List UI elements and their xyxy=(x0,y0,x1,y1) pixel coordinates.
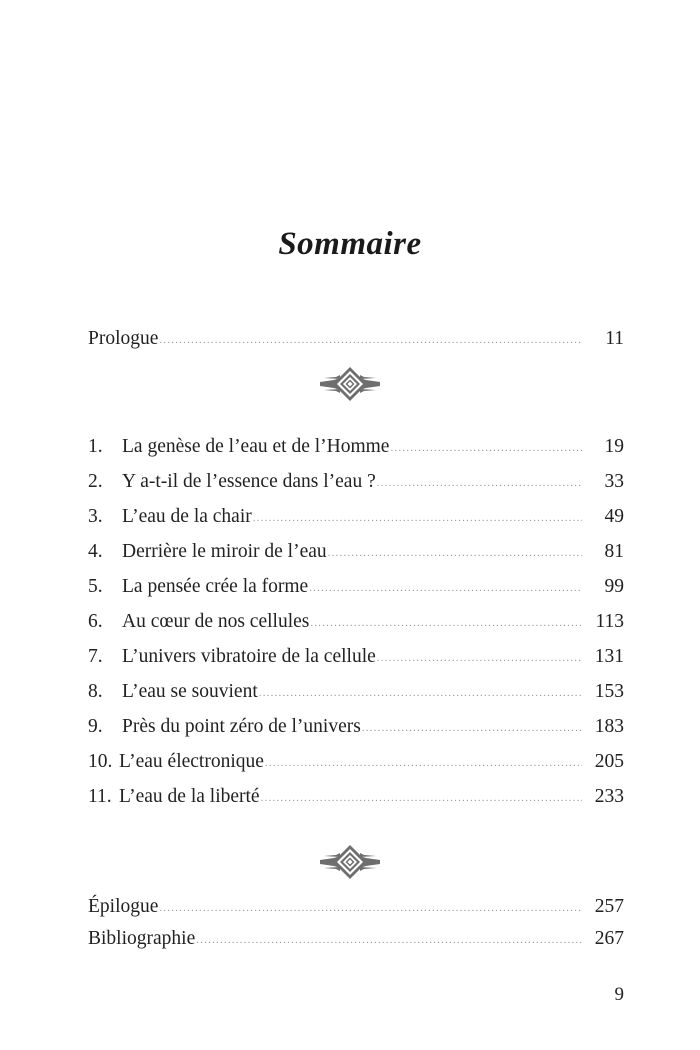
toc-entry-page: 19 xyxy=(604,436,624,457)
toc-entry-label: Bibliographie xyxy=(88,928,196,949)
dot-leader xyxy=(310,608,582,638)
chapter-number: 9. xyxy=(88,716,103,737)
toc-entry-label: Épilogue xyxy=(88,896,159,917)
toc-entry-chapter-7[interactable] xyxy=(88,642,624,672)
dot-leader xyxy=(159,893,582,923)
toc-entry-page: 11 xyxy=(605,328,624,349)
chapter-number: 6. xyxy=(88,611,103,632)
dot-leader xyxy=(261,783,582,813)
toc-entry-epilogue[interactable] xyxy=(88,892,624,922)
dot-leader xyxy=(390,433,582,463)
dot-leader xyxy=(362,713,582,743)
dot-leader xyxy=(253,503,582,533)
toc-entry-label: L’univers vibratoire de la cellule xyxy=(122,646,376,667)
toc-entry-label: Prologue xyxy=(88,328,159,349)
toc-entry-page: 113 xyxy=(595,611,624,632)
toc-entry-label: L’eau de la liberté xyxy=(119,786,260,807)
toc-entry-label: La pensée crée la forme xyxy=(122,576,309,597)
dot-leader xyxy=(377,468,582,498)
toc-entry-page: 153 xyxy=(594,681,624,702)
dot-leader xyxy=(377,643,582,673)
toc-entry-page: 49 xyxy=(604,506,624,527)
toc-entry-label: L’eau se souvient xyxy=(122,681,258,702)
chapter-number: 1. xyxy=(88,436,103,457)
dot-leader xyxy=(309,573,582,603)
chapter-number: 4. xyxy=(88,541,103,562)
chapter-number: 3. xyxy=(88,506,103,527)
toc-entry-label: La genèse de l’eau et de l’Homme xyxy=(122,436,390,457)
toc-entry-page: 267 xyxy=(594,928,624,949)
dot-leader xyxy=(265,748,582,778)
toc-entry-label: L’eau électronique xyxy=(119,751,264,772)
chapter-number: 7. xyxy=(88,646,103,667)
toc-entry-page: 233 xyxy=(594,786,624,807)
toc-entry-chapter-8[interactable] xyxy=(88,677,624,707)
toc-entry-label: Y a-t-il de l’essence dans l’eau ? xyxy=(122,471,376,492)
chapter-number: 8. xyxy=(88,681,103,702)
dot-leader xyxy=(159,325,582,355)
toc-entry-chapter-2[interactable] xyxy=(88,467,624,497)
chapter-number: 5. xyxy=(88,576,103,597)
toc-entry-page: 131 xyxy=(594,646,624,667)
dot-leader xyxy=(259,678,582,708)
toc-entry-page: 257 xyxy=(594,896,624,917)
toc-entry-chapter-5[interactable] xyxy=(88,572,624,602)
toc-entry-label: Derrière le miroir de l’eau xyxy=(122,541,327,562)
toc-entry-chapter-10[interactable] xyxy=(88,747,624,777)
toc-entry-label: L’eau de la chair xyxy=(122,506,252,527)
diamond-ornament-icon xyxy=(320,367,380,401)
toc-entry-page: 81 xyxy=(604,541,624,562)
toc-entry-bibliography[interactable] xyxy=(88,924,624,954)
chapter-number: 11. xyxy=(88,786,112,807)
chapter-number: 10. xyxy=(88,751,113,772)
diamond-ornament-icon xyxy=(320,845,380,879)
toc-entry-chapter-9[interactable] xyxy=(88,712,624,742)
toc-entry-page: 205 xyxy=(594,751,624,772)
page-number: 9 xyxy=(614,984,624,1005)
toc-entry-label: Près du point zéro de l’univers xyxy=(122,716,361,737)
toc-entry-page: 33 xyxy=(604,471,624,492)
toc-entry-chapter-1[interactable] xyxy=(88,432,624,462)
page-title: Sommaire xyxy=(278,226,422,262)
toc-entry-chapter-11[interactable] xyxy=(88,782,624,812)
dot-leader xyxy=(328,538,582,568)
chapter-number: 2. xyxy=(88,471,103,492)
toc-entry-chapter-6[interactable] xyxy=(88,607,624,637)
toc-entry-page: 99 xyxy=(604,576,624,597)
toc-entry-prologue[interactable] xyxy=(88,324,624,354)
toc-entry-page: 183 xyxy=(594,716,624,737)
toc-entry-chapter-3[interactable] xyxy=(88,502,624,532)
toc-entry-label: Au cœur de nos cellules xyxy=(122,611,310,632)
dot-leader xyxy=(196,925,582,955)
toc-entry-chapter-4[interactable] xyxy=(88,537,624,567)
